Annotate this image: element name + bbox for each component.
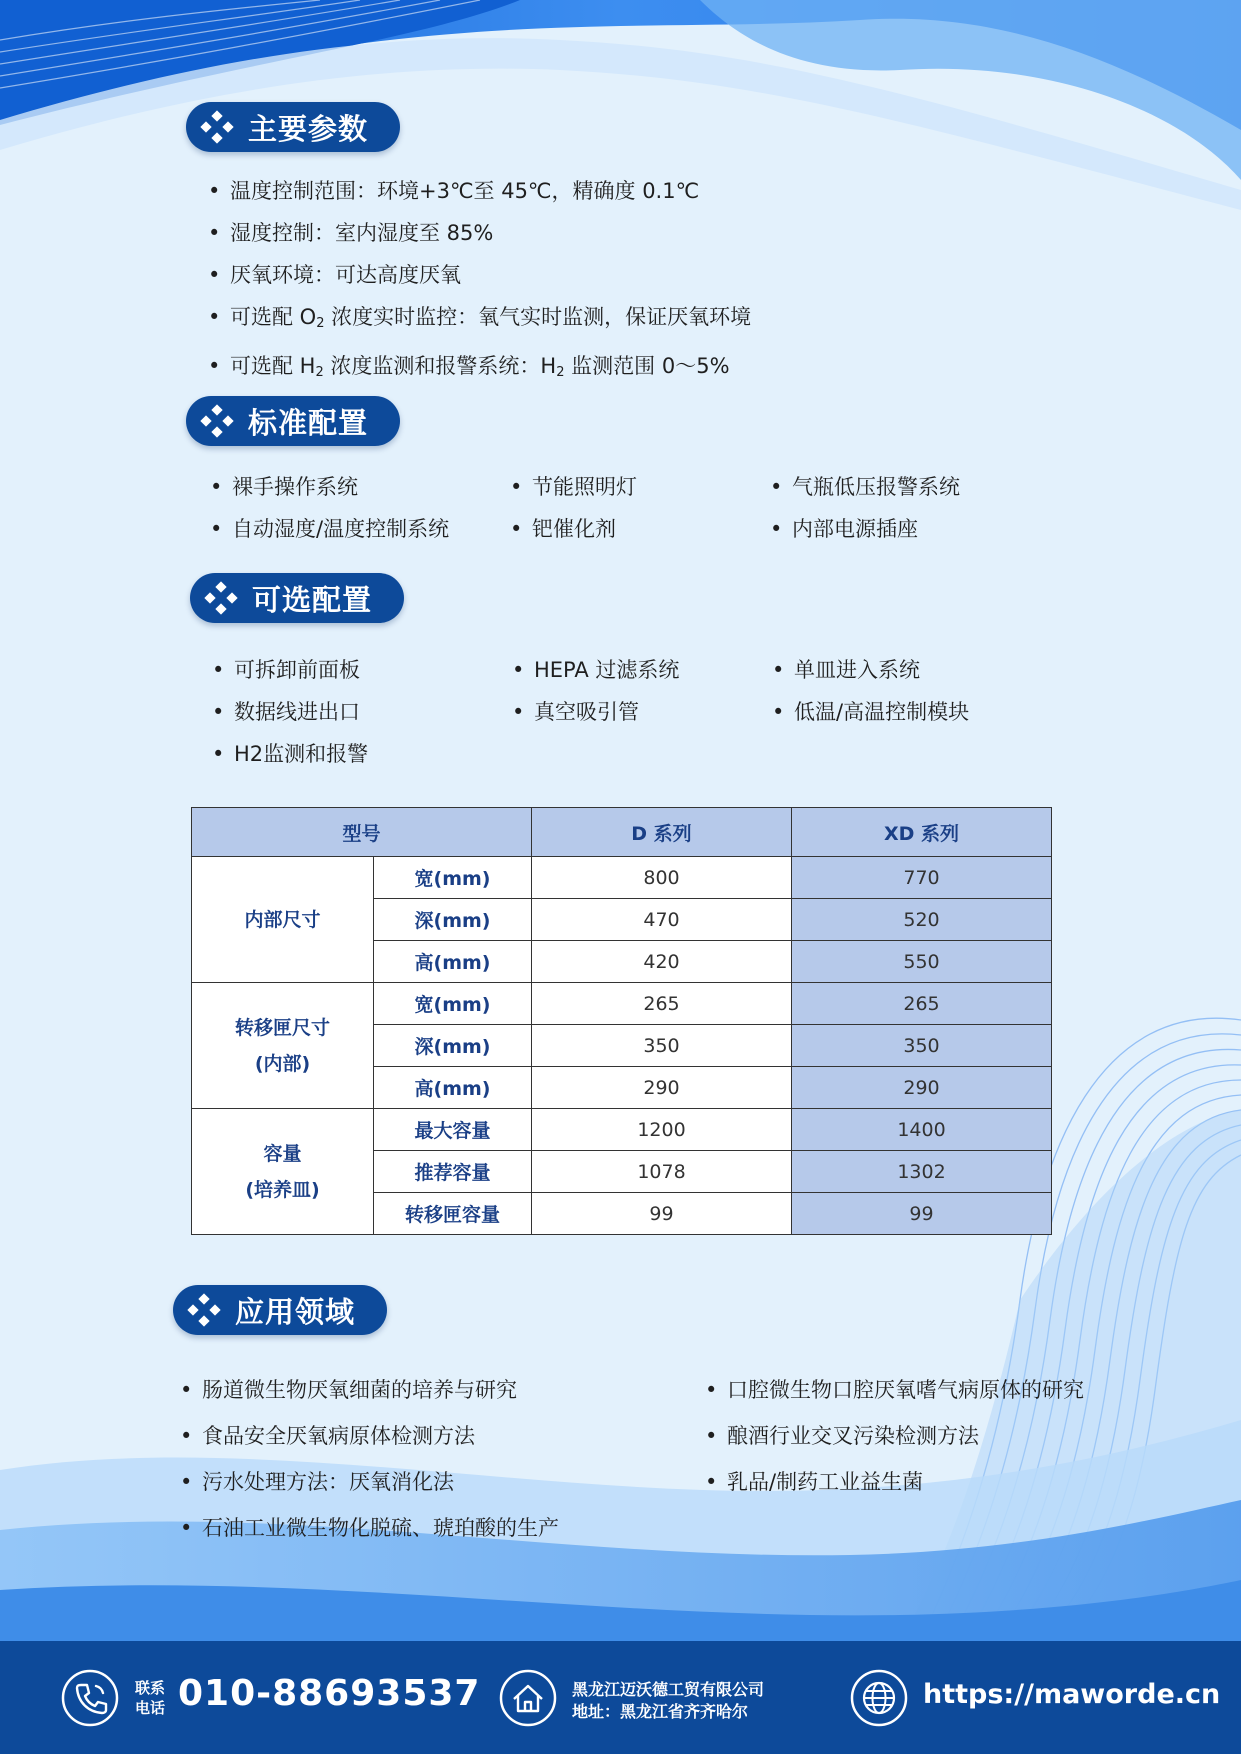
o2-text-a: 可选配 O	[230, 305, 317, 329]
cell-xd-series: 290	[792, 1067, 1052, 1109]
section-title: 主要参数	[248, 111, 369, 146]
h2-text-b: 浓度监测和报警系统：H	[323, 354, 557, 378]
h2-sub: 2	[315, 365, 324, 380]
list-item: • 自动湿度/温度控制系统	[210, 508, 510, 550]
cell-xd-series: 265	[792, 983, 1052, 1025]
cell-xd-series: 770	[792, 857, 1052, 899]
table-header-row	[192, 808, 1052, 857]
phone-icon	[60, 1668, 120, 1728]
list-item: • H2监测和报警	[212, 733, 512, 775]
list-item: • 数据线进出口	[212, 691, 512, 733]
table-row	[192, 857, 1052, 899]
list-item: • 食品安全厌氧病原体检测方法	[180, 1413, 705, 1459]
cell-d-series: 265	[532, 983, 792, 1025]
cell-xd-series: 1400	[792, 1109, 1052, 1151]
diamond-cluster-icon	[200, 110, 234, 144]
row-label: 宽(mm)	[374, 857, 532, 899]
contact-label-2: 电话	[135, 1699, 166, 1717]
o2-text-b: 浓度实时监控：氧气实时监测，保证厌氧环境	[324, 305, 752, 329]
cell-xd-series: 1302	[792, 1151, 1052, 1193]
section-header-main-params	[186, 102, 400, 152]
list-item: • 湿度控制：室内湿度至 85%	[208, 212, 751, 254]
list-item: • 钯催化剂	[510, 508, 770, 550]
diamond-cluster-icon	[200, 404, 234, 438]
list-item: • 单皿进入系统	[772, 649, 1032, 691]
section-title: 应用领域	[235, 1294, 356, 1329]
list-item: • 低温/高温控制模块	[772, 691, 1032, 733]
group-label-line1: 内部尺寸	[244, 908, 321, 931]
table-row	[192, 1109, 1052, 1151]
list-item: • 厌氧环境：可达高度厌氧	[208, 254, 751, 296]
cell-d-series: 290	[532, 1067, 792, 1109]
section-title: 标准配置	[248, 405, 369, 440]
row-label: 深(mm)	[374, 1025, 532, 1067]
cell-xd-series: 99	[792, 1193, 1052, 1235]
optional-config-list	[212, 649, 1032, 775]
header-d-series: D 系列	[532, 808, 792, 857]
list-item: • 内部电源插座	[770, 508, 1030, 550]
cell-xd-series: 550	[792, 941, 1052, 983]
diamond-cluster-icon	[187, 1293, 221, 1327]
home-icon	[498, 1668, 558, 1728]
cell-d-series: 470	[532, 899, 792, 941]
spec-table	[191, 807, 1052, 1235]
group-label-line2: (内部)	[254, 1052, 311, 1075]
header-model: 型号	[192, 808, 532, 857]
row-label: 高(mm)	[374, 1067, 532, 1109]
group-label-line1: 容量	[263, 1142, 302, 1165]
cell-d-series: 1078	[532, 1151, 792, 1193]
cell-d-series: 99	[532, 1193, 792, 1235]
diamond-cluster-icon	[204, 581, 238, 615]
row-label: 宽(mm)	[374, 983, 532, 1025]
list-item: • 可拆卸前面板	[212, 649, 512, 691]
company-address: 地址：黑龙江省齐齐哈尔	[572, 1702, 749, 1721]
table-row	[192, 983, 1052, 1025]
company-name: 黑龙江迈沃德工贸有限公司	[572, 1680, 765, 1699]
globe-icon	[849, 1668, 909, 1728]
h2-text-a: 可选配 H	[230, 354, 316, 378]
list-item: • HEPA 过滤系统	[512, 649, 772, 691]
table-group-label	[192, 1109, 374, 1235]
row-label: 最大容量	[374, 1109, 532, 1151]
contact-label-1: 联系	[135, 1679, 166, 1697]
group-label-line2: (培养皿)	[245, 1178, 320, 1201]
main-params-list	[208, 170, 751, 394]
header-xd-series: XD 系列	[792, 808, 1052, 857]
list-item: • 乳品/制药工业益生菌	[705, 1459, 1125, 1505]
list-item: • 气瓶低压报警系统	[770, 466, 1030, 508]
applications-list	[180, 1367, 1125, 1551]
list-item: • 肠道微生物厌氧细菌的培养与研究	[180, 1367, 705, 1413]
row-label: 深(mm)	[374, 899, 532, 941]
row-label: 转移匣容量	[374, 1193, 532, 1235]
list-item: • 石油工业微生物化脱硫、琥珀酸的生产	[180, 1505, 705, 1551]
list-item: • 污水处理方法：厌氧消化法	[180, 1459, 705, 1505]
group-label-line1: 转移匣尺寸	[234, 1016, 330, 1039]
list-item: • 口腔微生物口腔厌氧嗜气病原体的研究	[705, 1367, 1125, 1413]
list-item: • 裸手操作系统	[210, 466, 510, 508]
section-header-optional	[190, 573, 404, 623]
row-label: 推荐容量	[374, 1151, 532, 1193]
table-group-label	[192, 983, 374, 1109]
list-item: • 真空吸引管	[512, 691, 772, 733]
h2-text-c: 监测范围 0～5%	[564, 354, 730, 378]
list-item: • 温度控制范围：环境+3℃至 45℃，精确度 0.1℃	[208, 170, 751, 212]
section-header-applications	[173, 1285, 387, 1335]
table-group-label	[192, 857, 374, 983]
section-title: 可选配置	[252, 582, 373, 617]
list-item: • 酿酒行业交叉污染检测方法	[705, 1413, 1125, 1459]
cell-d-series: 800	[532, 857, 792, 899]
cell-d-series: 1200	[532, 1109, 792, 1151]
list-item-h2	[208, 345, 751, 394]
row-label: 高(mm)	[374, 941, 532, 983]
cell-d-series: 350	[532, 1025, 792, 1067]
cell-xd-series: 350	[792, 1025, 1052, 1067]
list-item: • 节能照明灯	[510, 466, 770, 508]
website-link[interactable]: https://maworde.cn	[923, 1679, 1221, 1710]
cell-xd-series: 520	[792, 899, 1052, 941]
h2-sub2: 2	[556, 365, 565, 380]
phone-number[interactable]: 010-88693537	[178, 1673, 481, 1714]
standard-config-list	[210, 466, 1030, 550]
cell-d-series: 420	[532, 941, 792, 983]
section-header-standard	[186, 396, 400, 446]
list-item-o2	[208, 296, 751, 345]
o2-sub: 2	[316, 316, 325, 331]
footer-bar	[0, 1641, 1241, 1754]
